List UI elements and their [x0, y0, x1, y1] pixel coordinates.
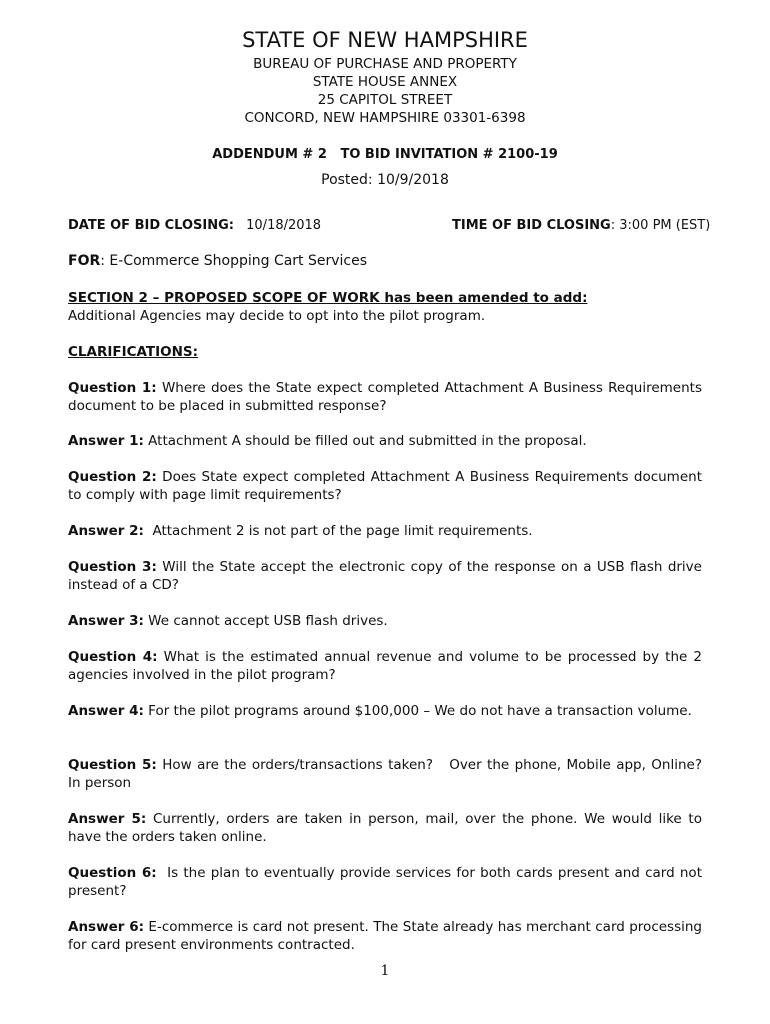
- document-title: STATE OF NEW HAMPSHIRE: [242, 28, 528, 52]
- header-line-street: 25 CAPITOL STREET: [317, 92, 453, 108]
- bid-closing-time: [452, 218, 710, 233]
- bid-closing-time-value: : 3:00 PM (EST): [610, 218, 711, 233]
- section-heading: SECTION 2 – PROPOSED SCOPE OF WORK has been amended to add:: [68, 290, 588, 306]
- section-text: Additional Agencies may decide to opt into the pilot program.: [68, 308, 486, 324]
- answer-1-label: Answer 1:: [68, 433, 144, 449]
- answer-2-text: Attachment 2 is not part of the page limit requirements.: [143, 523, 533, 539]
- question-3-label: Question 3:: [68, 559, 157, 575]
- for-label: FOR: [68, 253, 101, 269]
- bid-closing-date-label: DATE OF BID CLOSING:: [68, 218, 234, 233]
- answer-4-label: Answer 4:: [68, 703, 144, 719]
- clarification-item: [68, 918, 702, 954]
- question-2-text: Does State expect completed Attachment A Business Requirements document to comply with page limit requirements?: [68, 469, 702, 503]
- question-2-label: Question 2:: [68, 469, 157, 485]
- question-3-text: Will the State accept the electronic copy of the response on a USB flash drive instead of a CD?: [68, 559, 702, 593]
- section-amendment: [68, 289, 702, 325]
- clarification-item: [68, 756, 707, 792]
- question-4-label: Question 4:: [68, 649, 158, 665]
- for-value: : E-Commerce Shopping Cart Services: [100, 253, 368, 269]
- bid-closing-date-value: 10/18/2018: [246, 218, 322, 233]
- clarification-item: [68, 648, 702, 684]
- answer-1-text: Attachment A should be filled out and submitted in the proposal.: [143, 433, 587, 449]
- answer-4-text: For the pilot programs around $100,000 – We do not have a transaction volume.: [143, 703, 692, 719]
- clarification-item: [68, 558, 702, 594]
- question-4-text: What is the estimated annual revenue and volume to be processed by the 2 agencies involved in the pilot program?: [68, 649, 702, 683]
- clarification-item: [68, 379, 702, 415]
- question-6-text: Is the plan to eventually provide services for both cards present and card not present?: [68, 865, 707, 899]
- clarification-item: [68, 864, 707, 900]
- question-1-label: Question 1:: [68, 380, 157, 396]
- for-line: [68, 253, 367, 269]
- answer-3-label: Answer 3:: [68, 613, 144, 629]
- question-6-label: Question 6:: [68, 865, 157, 881]
- clarifications-heading: CLARIFICATIONS:: [68, 344, 199, 360]
- question-1-text: Where does the State expect completed Attachment A Business Requirements document to be placed in submitted response?: [68, 380, 702, 414]
- header-line-bureau: BUREAU OF PURCHASE AND PROPERTY: [253, 56, 517, 72]
- answer-6-text: E-commerce is card not present. The State already has merchant card processing for card present environments contracted.: [68, 919, 702, 953]
- answer-3-text: We cannot accept USB flash drives.: [143, 613, 388, 629]
- header-line-city: CONCORD, NEW HAMPSHIRE 03301-6398: [244, 110, 526, 126]
- answer-5-label: Answer 5:: [68, 811, 147, 827]
- question-5-label: Question 5:: [68, 757, 157, 773]
- answer-6-label: Answer 6:: [68, 919, 144, 935]
- bid-closing-date: [68, 218, 321, 233]
- answer-5-text: Currently, orders are taken in person, mail, over the phone. We would like to have the orders taken online.: [68, 811, 702, 845]
- addendum-heading: ADDENDUM # 2 TO BID INVITATION # 2100-19: [212, 147, 558, 162]
- clarification-item: [68, 612, 702, 630]
- clarification-item: [68, 468, 702, 504]
- posted-date: Posted: 10/9/2018: [321, 172, 449, 188]
- clarification-item: [68, 810, 702, 846]
- answer-2-label: Answer 2:: [68, 523, 144, 539]
- clarification-item: [68, 432, 702, 450]
- question-5-text: How are the orders/transactions taken? Over the phone, Mobile app, Online? In person: [68, 757, 707, 791]
- bid-closing-time-label: TIME OF BID CLOSING: [452, 218, 611, 233]
- clarification-item: [68, 702, 702, 720]
- clarification-item: [68, 522, 702, 540]
- header-line-annex: STATE HOUSE ANNEX: [312, 74, 458, 90]
- page-number: 1: [380, 963, 390, 979]
